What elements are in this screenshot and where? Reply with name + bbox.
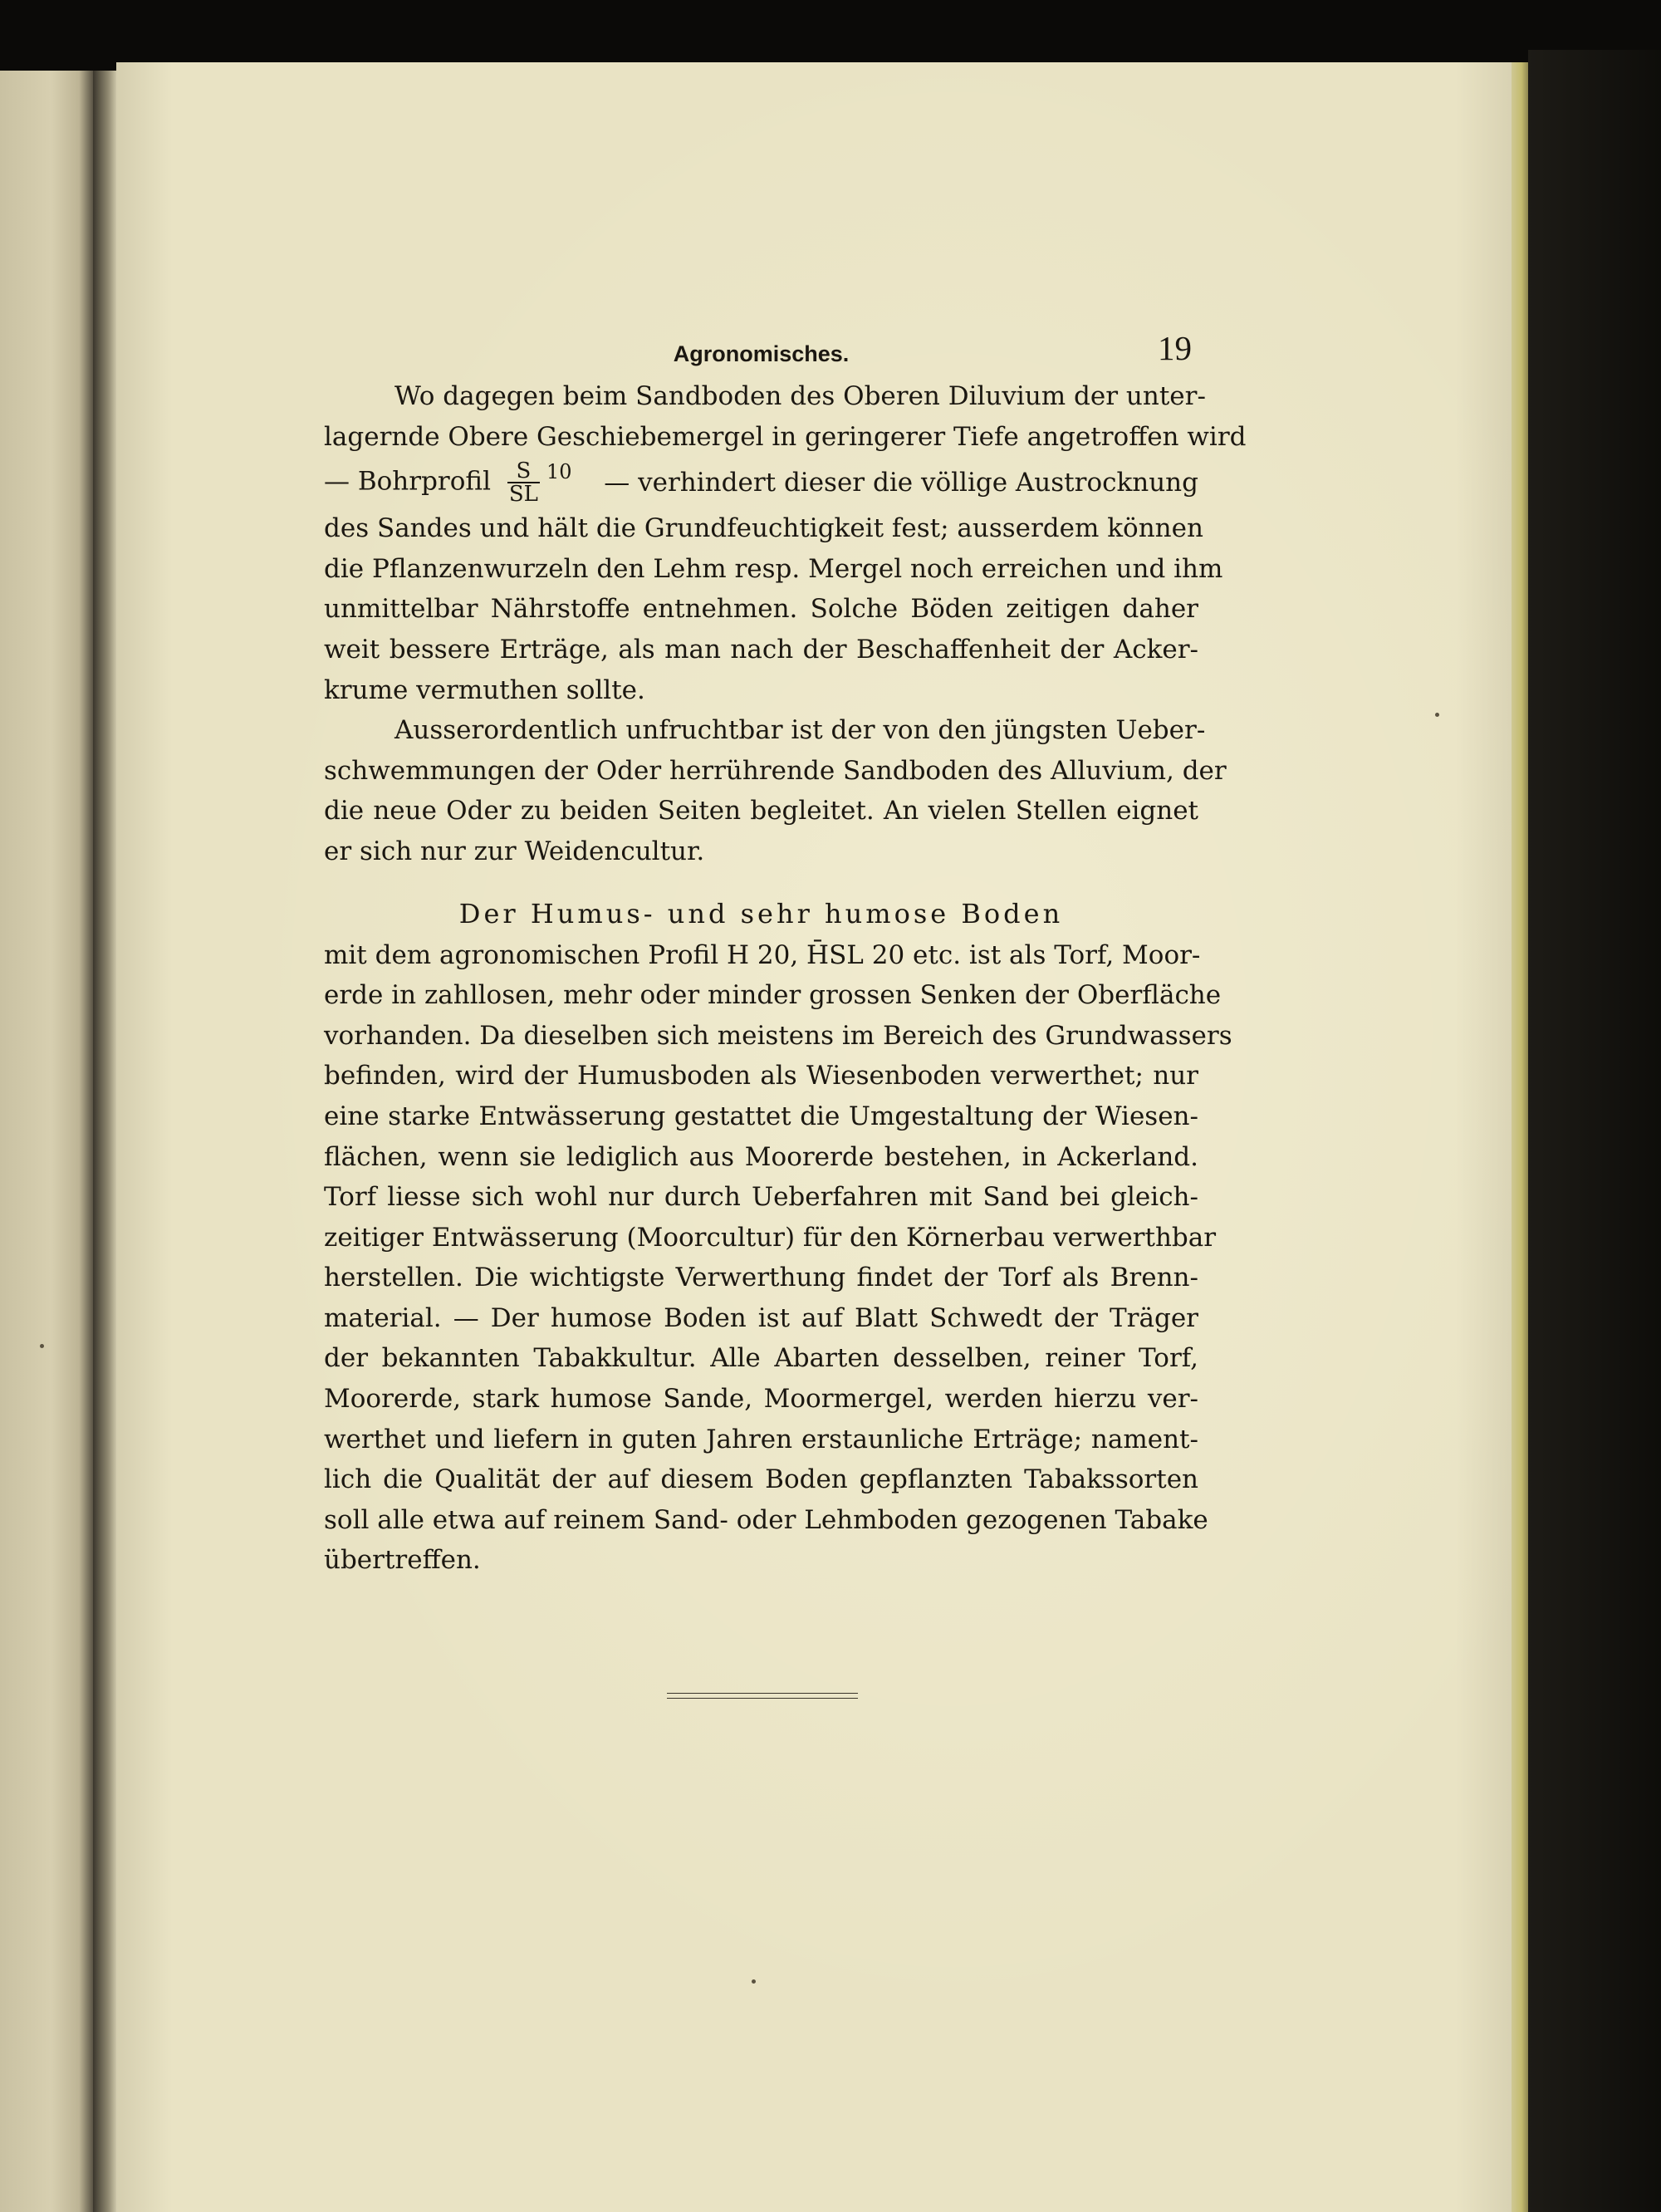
page-number: 19	[1158, 329, 1192, 367]
section-heading: Der Humus- und sehr humose Boden	[458, 897, 1064, 929]
text-line: mit dem agronomischen Profil H 20, H̄SL 20 etc. ist als Torf, Moor-	[324, 939, 1201, 970]
formula-prefix	[324, 459, 572, 508]
text-line: eine starke Entwässerung gestattet die Umgestaltung der Wiesen-	[324, 1101, 1198, 1131]
profile-depth: 10	[546, 459, 572, 483]
paragraph-2	[324, 710, 1227, 871]
paragraph-1	[324, 376, 1247, 710]
formula-after-text: — verhindert dieser die völlige Austrocknung	[604, 467, 1198, 498]
text-line: die neue Oder zu beiden Seiten begleitet. An vielen Stellen eignet	[324, 796, 1198, 826]
left-page-edge	[0, 71, 93, 2212]
running-title: Agronomisches.	[673, 341, 850, 366]
text-line: Moorerde, stark humose Sande, Moormergel, werden hierzu ver-	[324, 1384, 1198, 1415]
text-line: die Pflanzenwurzeln den Lehm resp. Mergel noch erreichen und ihm	[324, 553, 1223, 584]
book-cover	[1528, 50, 1661, 2212]
paper-speck	[1435, 713, 1439, 717]
formula-before-text: — Bohrprofil	[324, 466, 492, 497]
text-line: Torf liesse sich wohl nur durch Ueberfahren mit Sand bei gleich-	[324, 1182, 1198, 1213]
text-line: erde in zahllosen, mehr oder minder grossen Senken der Oberfläche	[324, 980, 1222, 1011]
formula-line	[324, 457, 1198, 508]
text-line: befinden, wird der Humusboden als Wiesenboden verwerthet; nur	[324, 1061, 1198, 1091]
paper-speck	[752, 1979, 756, 1984]
fraction-numerator: S	[516, 459, 532, 484]
text-line: er sich nur zur Weidencultur.	[324, 836, 705, 866]
running-head	[324, 328, 1198, 370]
paragraph-3	[324, 935, 1232, 1582]
text-line: zeitiger Entwässerung (Moorcultur) für den Körnerbau verwerthbar	[324, 1222, 1217, 1253]
text-line: material. — Der humose Boden ist auf Blatt Schwedt der Träger	[324, 1302, 1198, 1333]
text-line: Ausserordentlich unfruchtbar ist der von den jüngsten Ueber-	[394, 715, 1206, 746]
text-line: schwemmungen der Oder herrührende Sandboden des Alluvium, der	[324, 755, 1227, 786]
text-line: unmittelbar Nährstoffe entnehmen. Solche Böden zeitigen daher	[324, 594, 1198, 625]
profile-fraction	[507, 459, 540, 508]
fraction-denominator: SL	[508, 482, 538, 508]
text-line: lich die Qualität der auf diesem Boden gepflanzten Tabakssorten	[324, 1464, 1198, 1495]
gutter-shadow	[93, 71, 118, 2212]
text-line: flächen, wenn sie lediglich aus Moorerde bestehen, in Ackerland.	[324, 1141, 1198, 1172]
text-line: krume vermuthen sollte.	[324, 674, 645, 705]
text-line: herstellen. Die wichtigste Verwerthung findet der Torf als Brenn-	[324, 1263, 1198, 1293]
paper-speck	[40, 1344, 44, 1348]
text-line: lagernde Obere Geschiebemergel in geringerer Tiefe angetroffen wird	[324, 421, 1247, 452]
text-line: des Sandes und hält die Grundfeuchtigkeit fest; ausserdem können	[324, 513, 1203, 544]
text-line: vorhanden. Da dieselben sich meistens im Bereich des Grundwassers	[324, 1020, 1232, 1051]
text-line: übertreffen.	[324, 1545, 481, 1576]
text-block	[324, 328, 1247, 1581]
text-line: soll alle etwa auf reinem Sand- oder Lehmboden gezogenen Tabake	[324, 1504, 1208, 1535]
end-rule	[667, 1693, 858, 1699]
text-line: weit bessere Erträge, als man nach der Beschaffenheit der Acker-	[324, 634, 1198, 665]
page-edge	[1512, 62, 1528, 2212]
text-line: werthet und liefern in guten Jahren erstaunliche Erträge; nament-	[324, 1424, 1198, 1454]
text-line: der bekannten Tabakkultur. Alle Abarten desselben, reiner Torf,	[324, 1343, 1198, 1374]
text-line: Wo dagegen beim Sandboden des Oberen Diluvium der unter-	[394, 381, 1206, 411]
